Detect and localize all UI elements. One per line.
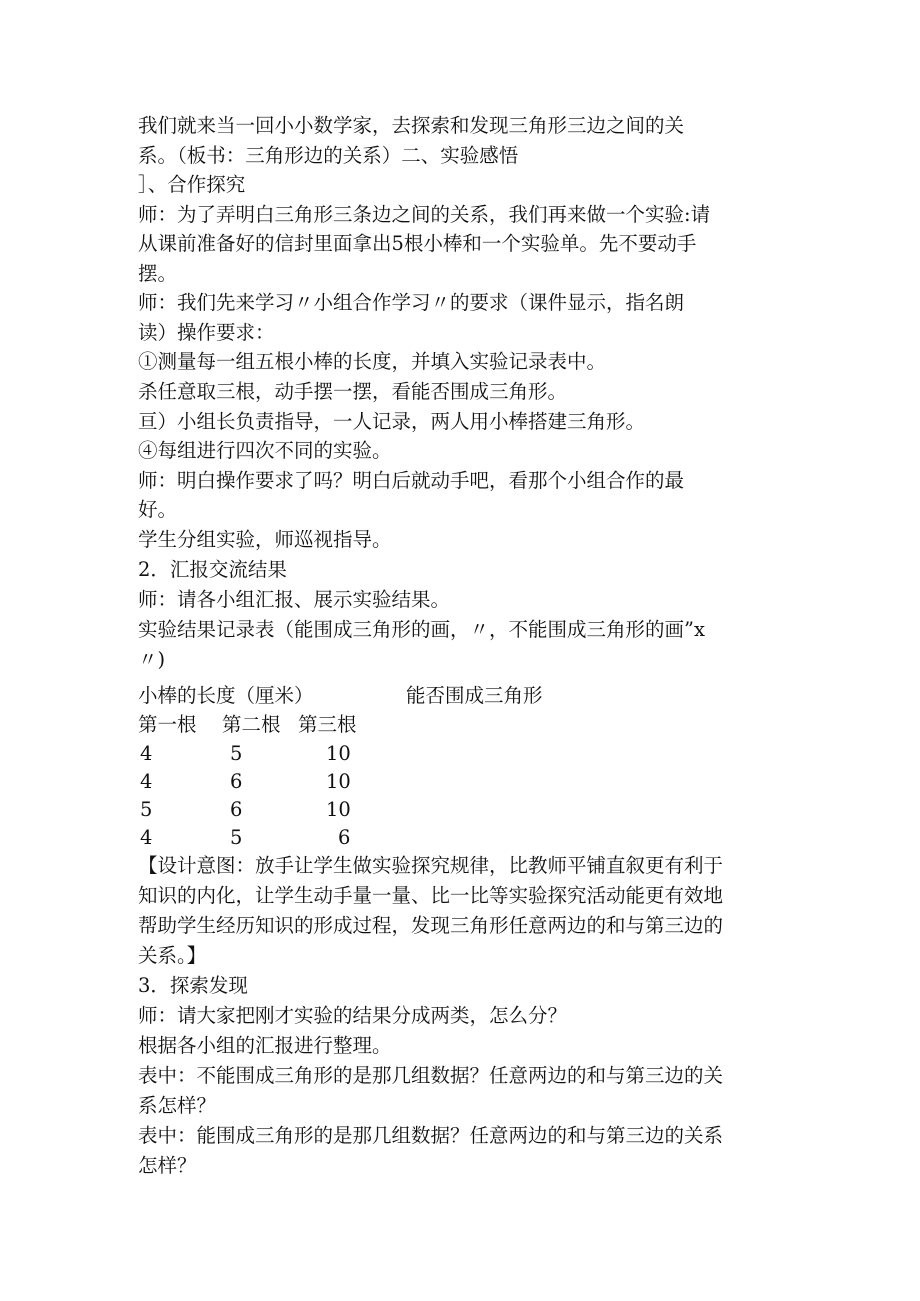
- design-intent-note: 【设计意图：放手让学生做实验探究规律，比教师平铺直叙更有利于: [138, 854, 724, 877]
- table-cell: 5: [230, 826, 243, 849]
- table-cell: 4: [140, 770, 153, 793]
- table-cell: 6: [230, 770, 243, 793]
- text-line: 〃): [138, 648, 166, 671]
- table-cell: 4: [140, 826, 153, 849]
- text-line: 表中：能围成三角形的是那几组数据？任意两边的和与第三边的关系: [138, 1124, 724, 1147]
- table-cell: 5: [230, 742, 243, 765]
- text-line: 实验结果记录表（能围成三角形的画，〃，不能围成三角形的画”x: [138, 618, 705, 641]
- text-line: 我们就来当一回小小数学家，去探索和发现三角形三边之间的关: [138, 114, 685, 137]
- table-cell: 10: [326, 770, 351, 793]
- table-cell: 10: [326, 798, 351, 821]
- text-line: 关系。】: [138, 944, 207, 967]
- text-line: 亘）小组长负责指导，一人记录，两人用小棒搭建三角形。: [138, 410, 646, 433]
- section-heading: 2．汇报交流结果: [138, 558, 287, 581]
- text-line: 表中：不能围成三角形的是那几组数据？任意两边的和与第三边的关: [138, 1064, 724, 1087]
- text-line: 系。（板书：三角形边的关系）二、实验感悟: [138, 144, 519, 167]
- table-col-third: 第三根: [298, 713, 357, 736]
- text-line: 师：明白操作要求了吗？明白后就动手吧，看那个小组合作的最: [138, 469, 685, 492]
- table-col-second: 第二根: [222, 713, 281, 736]
- text-line: 师：请大家把刚才实验的结果分成两类，怎么分？: [138, 1004, 568, 1027]
- table-header-length: 小棒的长度（厘米）: [138, 684, 314, 707]
- table-cell: 6: [230, 798, 243, 821]
- table-cell: 6: [338, 826, 351, 849]
- table-cell: 10: [326, 742, 351, 765]
- table-cell: 4: [140, 742, 153, 765]
- text-line: 系怎样？: [138, 1094, 217, 1117]
- text-line: 从课前准备好的信封里面拿出5根小棒和一个实验单。先不要动手: [138, 232, 697, 255]
- section-heading: 3．探索发现: [138, 974, 248, 997]
- text-line: 帮助学生经历知识的形成过程，发现三角形任意两边的和与第三边的: [138, 914, 724, 937]
- table-cell: 5: [140, 798, 153, 821]
- text-line: 师：我们先来学习〃小组合作学习〃的要求（课件显示，指名朗: [138, 291, 685, 314]
- text-line: ］、合作探究: [138, 173, 246, 196]
- text-line: 摆。: [138, 262, 178, 285]
- text-line: 杀任意取三根，动手摆一摆，看能否围成三角形。: [138, 380, 568, 403]
- text-line: 知识的内化，让学生动手量一量、比一比等实验探究活动能更有效地: [138, 884, 724, 907]
- text-line: 师：请各小组汇报、展示实验结果。: [138, 588, 451, 611]
- table-col-first: 第一根: [138, 713, 197, 736]
- text-line: 学生分组实验，师巡视指导。: [138, 528, 392, 551]
- text-line: 读）操作要求：: [138, 321, 275, 344]
- text-line: 怎样？: [138, 1154, 197, 1177]
- text-line: 师：为了弄明白三角形三条边之间的关系，我们再来做一个实验:请: [138, 203, 711, 226]
- text-line: ①测量每一组五根小棒的长度，并填入实验记录表中。: [138, 350, 607, 373]
- text-line: 好。: [138, 498, 178, 521]
- text-line: 根据各小组的汇报进行整理。: [138, 1034, 392, 1057]
- text-line: ④每组进行四次不同的实验。: [138, 439, 392, 462]
- table-header-can-form: 能否围成三角形: [406, 684, 543, 707]
